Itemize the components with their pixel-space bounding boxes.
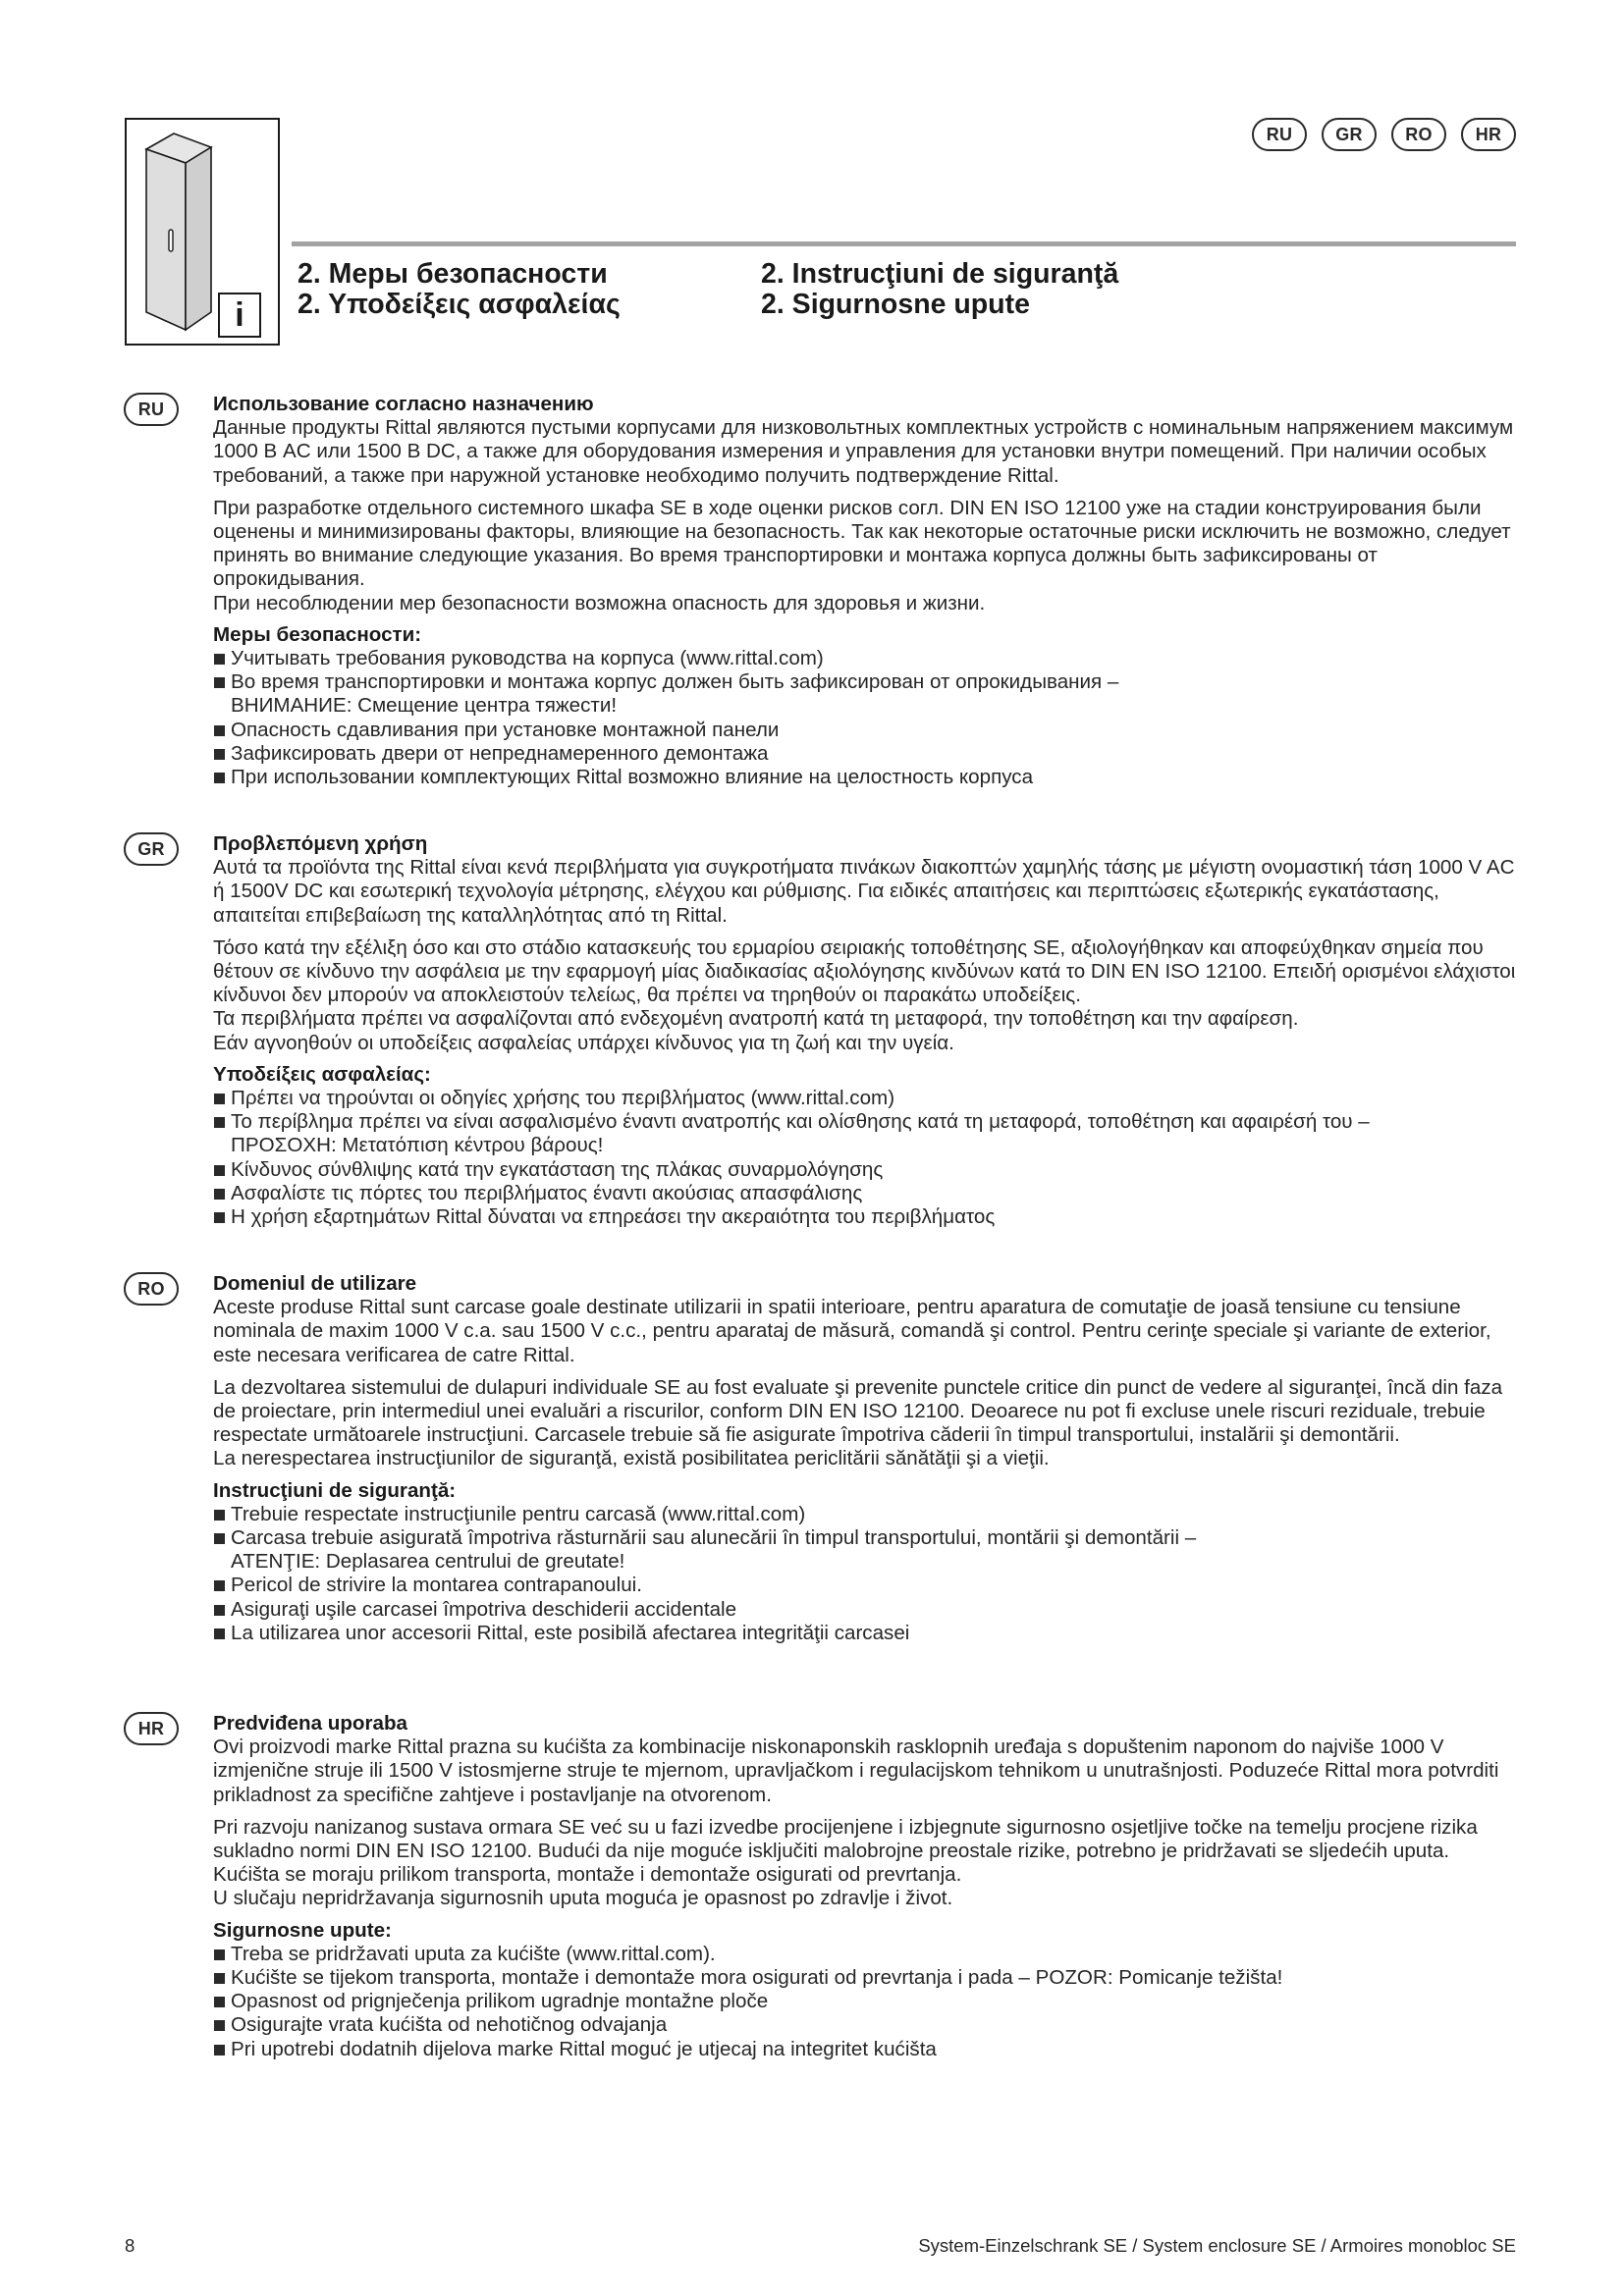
list-item: Η χρήση εξαρτημάτων Rittal δύναται να επηρεάσει την ακεραιότητα του περιβλήματος <box>213 1205 1519 1229</box>
section-badge-ru: RU <box>124 393 179 426</box>
section-badge-ro: RO <box>124 1272 179 1306</box>
section-heading-hr: Predviđena uporaba <box>213 1712 407 1735</box>
list-item: Κίνδυνος σύνθλιψης κατά την εγκατάσταση της πλάκας συναρμολόγησης <box>213 1158 1519 1182</box>
cabinet-info-icon <box>125 118 280 346</box>
list-item: Ασφαλίστε τις πόρτες του περιβλήματος έναντι ακούσιας απασφάλισης <box>213 1182 1519 1205</box>
title-gr: 2. Υποδείξεις ασφαλείας <box>298 289 621 320</box>
section-heading-ru: Использование согласно назначению <box>213 393 594 415</box>
section-ru <box>137 393 1519 789</box>
section-subheading-hr: Sigurnosne upute: <box>213 1918 392 1942</box>
list-item: Во время транспортировки и монтажа корпус должен быть зафиксирован от опрокидывания – ВНИМАНИЕ: Смещение центра тяжести! <box>213 670 1519 718</box>
section-paragraph-hr-1: Ovi proizvodi marke Rittal prazna su kućišta za kombinacije niskonaponskih rasklopnih uređaja s dopuštenim naponom do najviše 1000 V izmjenične struje ili 1500 V istosmjerne struje te mjernom, upravljačkom i regulacijskom tehnikom u unutrašnjosti. Poduzeće Rittal mora potvrditi prikladnost za specifične zahtjeve i postavljanje na otvorenom. <box>213 1735 1499 1806</box>
list-item: Kućište se tijekom transporta, montaže i demontaže mora osigurati od prevrtanja i pada – POZOR: Pomicanje težišta! <box>213 1966 1519 1990</box>
section-paragraph-ro-1: Aceste produse Rittal sunt carcase goale destinate utilizarii in spatii interioare, pentru aparatura de comutaţie de joasă tensiune cu tensiune nominala de maxim 1000 V c.a. sau 1500 V c.c., pentru aparataj de măsură, comandă şi control. Pentru cerinţe speciale şi variante de exterior, este necesara verificarea de catre Rittal. <box>213 1296 1491 1366</box>
lang-badge-gr: GR <box>1322 118 1377 151</box>
bullet-list-hr <box>213 1943 1519 2061</box>
title-rule <box>292 241 1516 246</box>
list-item: Опасность сдавливания при установке монтажной панели <box>213 719 1519 742</box>
title-ru: 2. Меры безопасности <box>298 258 608 290</box>
bullet-list-ro <box>213 1503 1519 1645</box>
section-subheading-gr: Υποδείξεις ασφαλείας: <box>213 1062 431 1086</box>
lang-badge-hr: HR <box>1461 118 1516 151</box>
list-item: Зафиксировать двери от непреднамеренного демонтажа <box>213 742 1519 766</box>
section-gr <box>137 832 1519 1229</box>
list-item: Pri upotrebi dodatnih dijelova marke Rittal moguć je utjecaj na integritet kućišta <box>213 2038 1519 2061</box>
section-hr <box>137 1712 1519 2061</box>
list-item: Учитывать требования руководства на корпуса (www.rittal.com) <box>213 647 1519 670</box>
list-item: Πρέπει να τηρούνται οι οδηγίες χρήσης του περιβλήματος (www.rittal.com) <box>213 1087 1519 1110</box>
section-heading-gr: Προβλεπόμενη χρήση <box>213 832 428 855</box>
title-ro: 2. Instrucţiuni de siguranţă <box>761 258 1119 290</box>
section-badge-gr: GR <box>124 832 179 866</box>
language-badges <box>1252 118 1516 151</box>
list-item: La utilizarea unor accesorii Rittal, este posibilă afectarea integrităţii carcasei <box>213 1622 1519 1645</box>
info-icon-letter: i <box>235 295 244 334</box>
list-item: Treba se pridržavati uputa za kućište (www.rittal.com). <box>213 1943 1519 1966</box>
list-item: Opasnost od prignječenja prilikom ugradnje montažne ploče <box>213 1990 1519 2013</box>
bullet-list-gr <box>213 1087 1519 1229</box>
section-heading-ro: Domeniul de utilizare <box>213 1272 417 1295</box>
list-item: Trebuie respectate instrucţiunile pentru carcasă (www.rittal.com) <box>213 1503 1519 1526</box>
section-ro <box>137 1272 1519 1645</box>
section-subheading-ru: Меры безопасности: <box>213 622 422 646</box>
footer-product-line: System-Einzelschrank SE / System enclosure SE / Armoires monobloc SE <box>918 2235 1516 2256</box>
section-paragraph-gr-2: Τόσο κατά την εξέλιξη όσο και στο στάδιο κατασκευής του ερμαρίου σειριακής τοποθέτησης SE, αξιολογήθηκαν και αποφεύχθηκαν σημεία που θέτουν σε κίνδυνο την ασφάλεια με την εφαρμογή μίας διαδικασίας αξιολόγησης κινδύνων κατά το DIN EN ISO 12100. Επειδή ορισμένοι ελάχιστοι κίνδυνοι δεν μπορούν να αποκλειστούν τελείως, θα πρέπει να τηρηθούν οι παρακάτω υποδείξεις. Τα περιβλήματα πρέπει να ασφαλίζονται από ενδεχομένη ανατροπή κατά τη μεταφορά, την τοποθέτηση και την αφαίρεση. Εάν αγνοηθούν οι υποδείξεις ασφαλείας υπάρχει κίνδυνος για τη ζωή και την υγεία. <box>213 935 1516 1054</box>
list-item: Pericol de strivire la montarea contrapanoului. <box>213 1574 1519 1597</box>
section-paragraph-ru-2: При разработке отдельного системного шкафа SE в ходе оценки рисков согл. DIN EN ISO 12100 уже на стадии конструирования были оценены и минимизированы факторы, влияющие на безопасность. Так как некоторые остаточные риски исключить не возможно, следует принять во внимание следующие указания. Во время транспортировки и монтажа корпуса должны быть зафиксированы от опрокидывания. При несоблюдении мер безопасности возможна опасность для здоровья и жизни. <box>213 496 1511 614</box>
section-paragraph-ro-2: La dezvoltarea sistemului de dulapuri individuale SE au fost evaluate şi prevenite punctele critice din punct de vedere al siguranţei, încă din faza de proiectare, prin intermediul unei evaluări a riscurilor, conform DIN EN ISO 12100. Deoarece nu pot fi excluse unele riscuri reziduale, trebuie respectate următoarele instrucţiuni. Carcasele trebuie să fie asigurate împotriva căderii în timpul transportului, instalării şi demontării. La nerespectarea instrucţiunilor de siguranţă, există posibilitatea periclitării sănătăţii şi a vieţii. <box>213 1375 1503 1470</box>
list-item: При использовании комплектующих Rittal возможно влияние на целостность корпуса <box>213 766 1519 789</box>
list-item: Carcasa trebuie asigurată împotriva răsturnării sau alunecării în timpul transportului, montării şi demontării – ATENŢIE: Deplasarea centrului de greutate! <box>213 1526 1519 1574</box>
title-column-ro-hr <box>761 259 1118 320</box>
lang-badge-ro: RO <box>1391 118 1446 151</box>
section-paragraph-hr-2: Pri razvoju nanizanog sustava ormara SE već su u fazi izvedbe procijenjene i izbjegnute sigurnosno osjetljive točke na temelju procjene rizika sukladno normi DIN EN ISO 12100. Budući da nije moguće isključiti malobrojne preostale rizike, potrebno je pridržavati se sljedećih uputa. Kućišta se moraju prilikom transporta, montaže i demontaže osigurati od prevrtanja. U slučaju nepridržavanja sigurnosnih uputa moguća je opasnost po zdravlje i život. <box>213 1815 1478 1910</box>
page-number: 8 <box>125 2235 135 2256</box>
list-item: Το περίβλημα πρέπει να είναι ασφαλισμένο έναντι ανατροπής και ολίσθησης κατά τη μεταφορά, τοποθέτηση και αφαιρέσή του – ΠΡΟΣΟΧΗ: Μετατόπιση κέντρου βάρους! <box>213 1110 1519 1157</box>
list-item: Asiguraţi uşile carcasei împotriva deschiderii accidentale <box>213 1598 1519 1622</box>
section-paragraph-gr-1: Αυτά τα προϊόντα της Rittal είναι κενά περιβλήματα για συγκροτήματα πινάκων διακοπτών χαμηλής τάσης με μέγιστη ονομαστική τάση 1000 V AC ή 1500V DC και εσωτερική τεχνολογία μέτρησης, ελέγχου και ρύθμισης. Για ειδικές απαιτήσεις και περιπτώσεις εξωτερικής εγκατάστασης, απαιτείται επιβεβαίωση της καταλληλότητας από τη Rittal. <box>213 856 1515 927</box>
section-paragraph-ru-1: Данные продукты Rittal являются пустыми корпусами для низковольтных комплектных устройств с номинальным напряжением максимум 1000 В AC или 1500 В DC, а также для оборудования измерения и управления для установки внутри помещений. При наличии особых требований, а также при наружной установке необходимо получить подтверждение Rittal. <box>213 416 1514 487</box>
title-column-ru-gr <box>298 259 621 320</box>
lang-badge-ru: RU <box>1252 118 1307 151</box>
bullet-list-ru <box>213 647 1519 789</box>
title-hr: 2. Sigurnosne upute <box>761 289 1030 320</box>
section-subheading-ro: Instrucţiuni de siguranţă: <box>213 1478 457 1502</box>
section-badge-hr: HR <box>124 1712 179 1745</box>
list-item: Osigurajte vrata kućišta od nehotičnog odvajanja <box>213 2013 1519 2037</box>
